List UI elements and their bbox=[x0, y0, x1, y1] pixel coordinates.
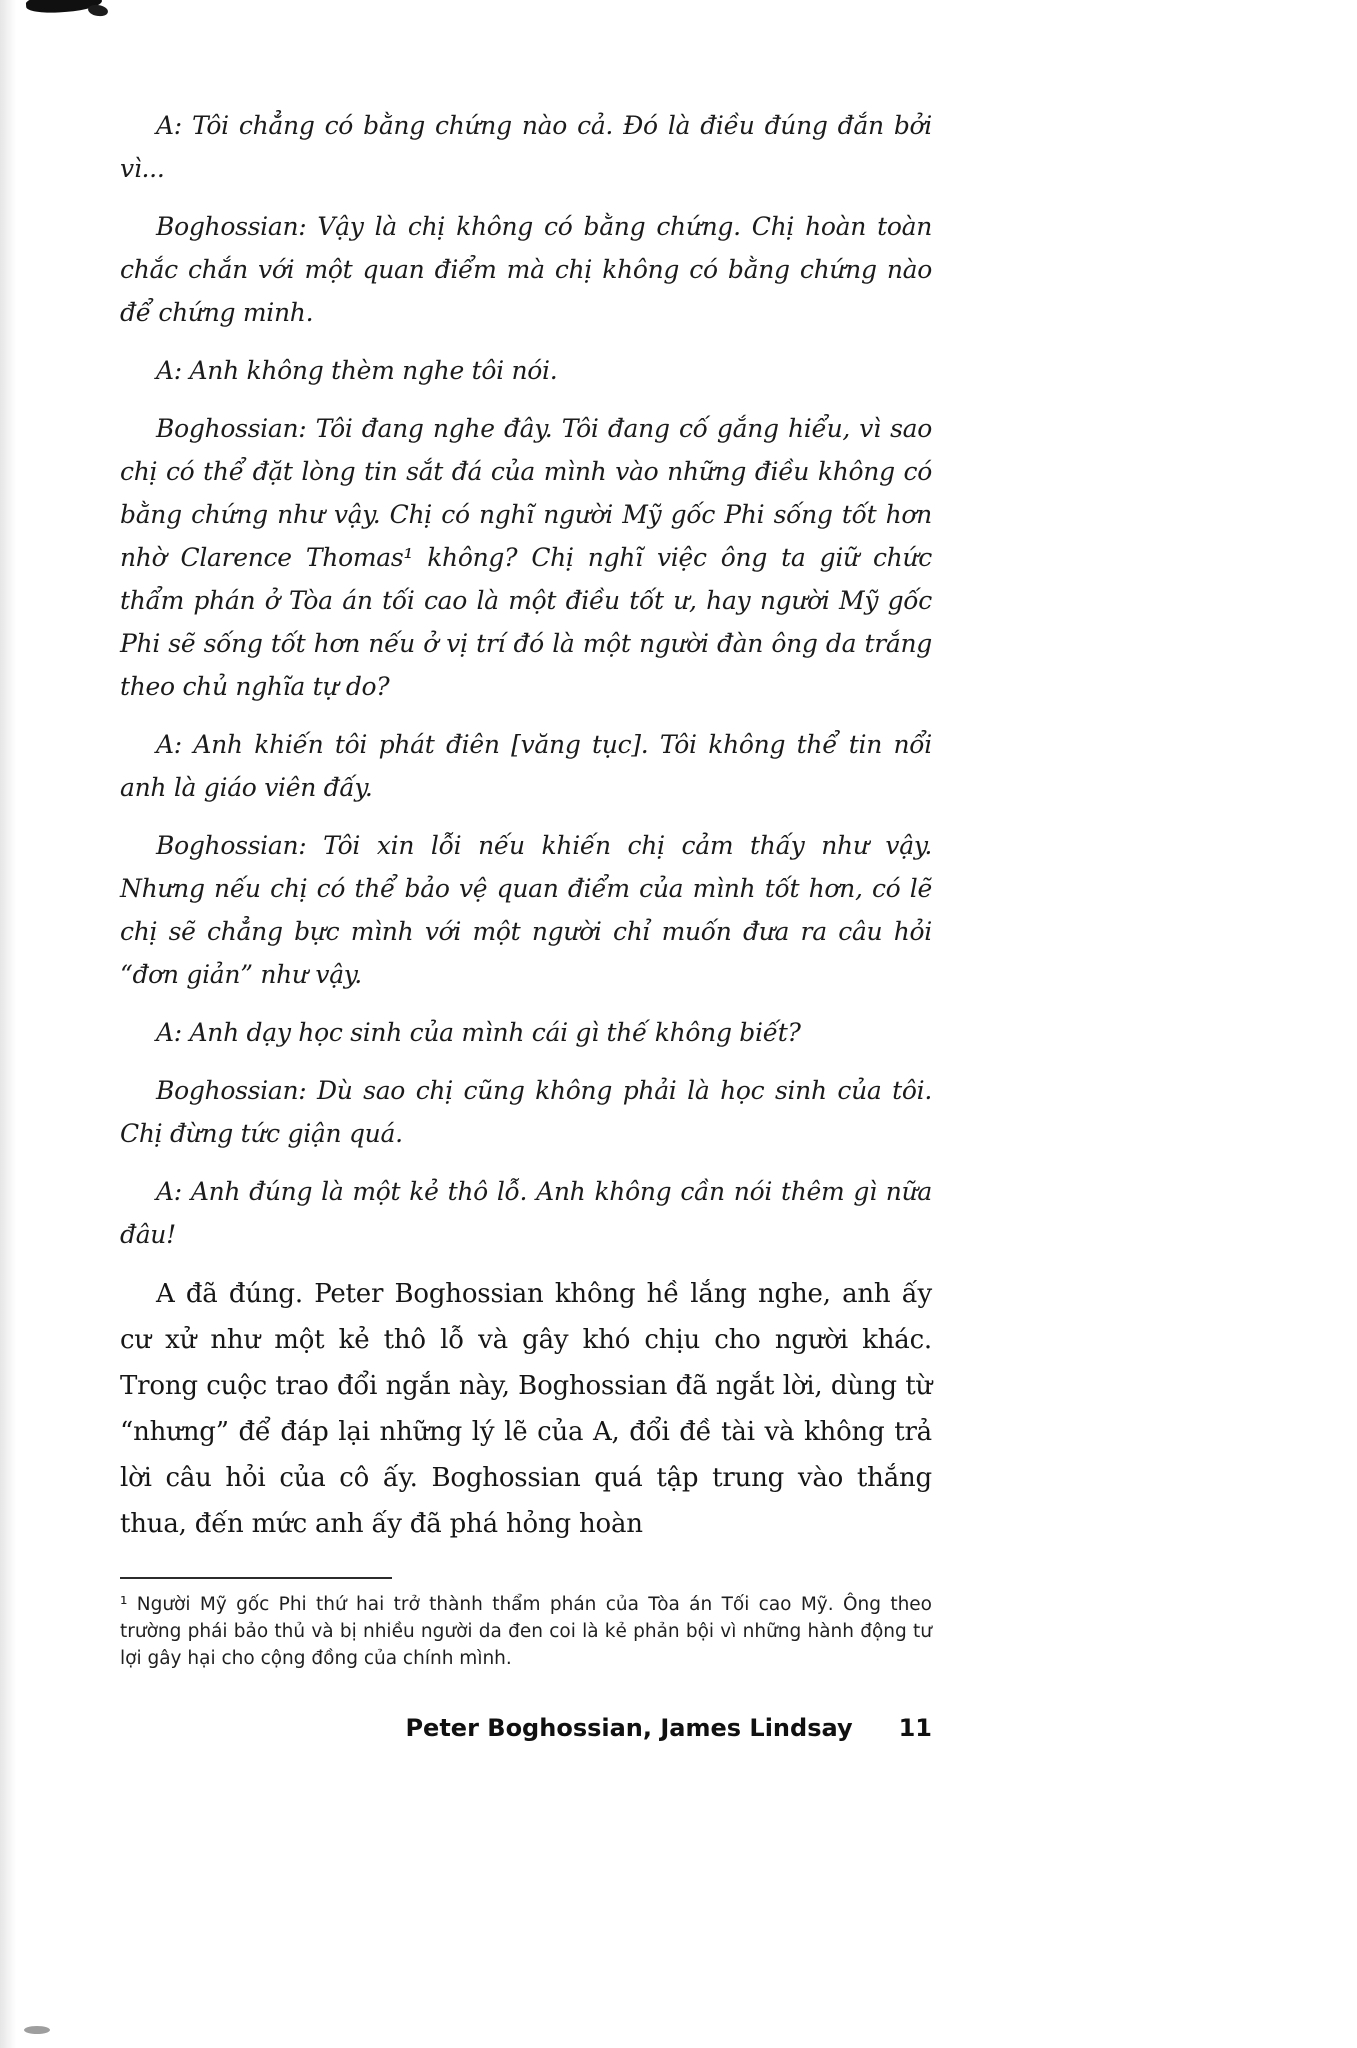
dialogue-line-a: A: Anh không thèm nghe tôi nói. bbox=[156, 356, 558, 385]
dialogue-line-a: A: Anh dạy học sinh của mình cái gì thế không biết? bbox=[156, 1018, 801, 1047]
footnote-separator bbox=[120, 1577, 392, 1579]
page-number: 11 bbox=[898, 1714, 932, 1742]
commentary-paragraph: A đã đúng. Peter Boghossian không hề lắng nghe, anh ấy cư xử như một kẻ thô lỗ và gây khó chịu cho người khác. Trong cuộc trao đổi ngắn này, Boghossian đã ngắt lời, dùng từ “nhưng” để đáp lại những lý lẽ của A, đổi đề tài và không trả lời câu hỏi của cô ấy. Boghossian quá tập trung vào thắng thua, đến mức anh ấy đã phá hỏng hoàn bbox=[120, 1279, 932, 1539]
scan-artifact bbox=[24, 2026, 50, 2034]
dialogue-line-a: A: Anh khiến tôi phát điên [văng tục]. Tôi không thể tin nổi anh là giáo viên đấy. bbox=[120, 730, 932, 802]
page-text-block bbox=[120, 104, 932, 1742]
dialogue-line-boghossian: Boghossian: Tôi xin lỗi nếu khiến chị cảm thấy như vậy. Nhưng nếu chị có thể bảo vệ quan điểm của mình tốt hơn, có lẽ chị sẽ chẳng bực mình với một người chỉ muốn đưa ra câu hỏi “đơn giản” như vậy. bbox=[120, 831, 932, 989]
footnote-text: ¹ Người Mỹ gốc Phi thứ hai trở thành thẩm phán của Tòa án Tối cao Mỹ. Ông theo trường phái bảo thủ và bị nhiều người da đen coi là kẻ phản bội vì những hành động tư lợi gây hại cho cộng đồng của chính mình. bbox=[120, 1594, 932, 1669]
running-footer-authors: Peter Boghossian, James Lindsay bbox=[405, 1714, 853, 1742]
page-footer bbox=[120, 1714, 932, 1742]
dialogue-line-boghossian: Boghossian: Dù sao chị cũng không phải là học sinh của tôi. Chị đừng tức giận quá. bbox=[120, 1076, 932, 1148]
dialogue-line-a: A: Anh đúng là một kẻ thô lỗ. Anh không cần nói thêm gì nữa đâu! bbox=[120, 1177, 932, 1249]
scan-edge-shadow bbox=[0, 0, 16, 2048]
scan-artifact bbox=[87, 4, 108, 18]
dialogue-line-boghossian: Boghossian: Vậy là chị không có bằng chứng. Chị hoàn toàn chắc chắn với một quan điểm mà chị không có bằng chứng nào để chứng minh. bbox=[120, 212, 932, 327]
dialogue-line-boghossian: Boghossian: Tôi đang nghe đây. Tôi đang cố gắng hiểu, vì sao chị có thể đặt lòng tin sắt đá của mình vào những điều không có bằng chứng như vậy. Chị có nghĩ người Mỹ gốc Phi sống tốt hơn nhờ Clarence Thomas¹ không? Chị nghĩ việc ông ta giữ chức thẩm phán ở Tòa án tối cao là một điều tốt ư, hay người Mỹ gốc Phi sẽ sống tốt hơn nếu ở vị trí đó là một người đàn ông da trắng theo chủ nghĩa tự do? bbox=[120, 414, 932, 701]
dialogue-line-a: A: Tôi chẳng có bằng chứng nào cả. Đó là điều đúng đắn bởi vì... bbox=[120, 111, 932, 183]
